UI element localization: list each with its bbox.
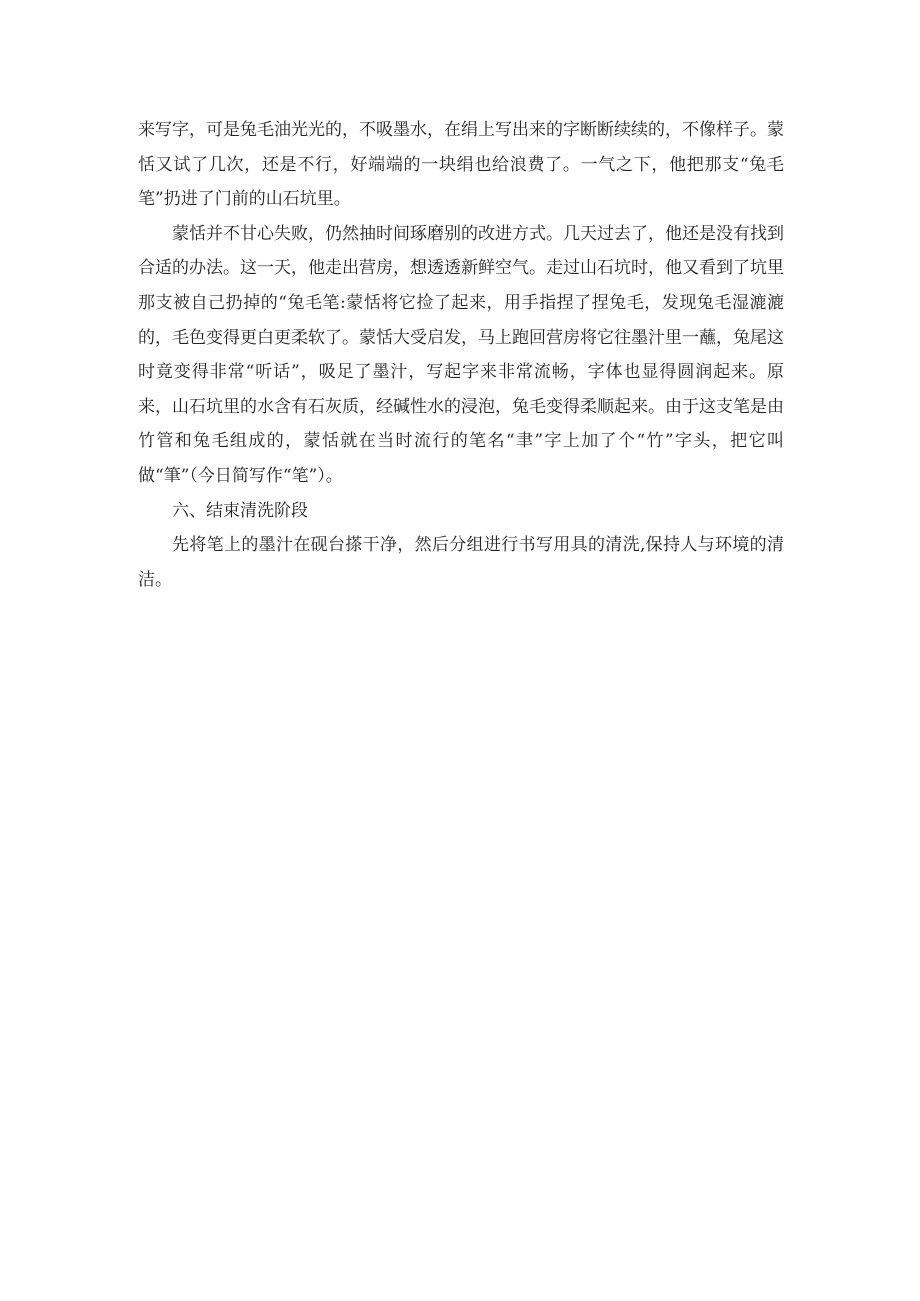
section-heading: 六、结束清洗阶段	[172, 500, 308, 521]
document-page	[138, 113, 784, 597]
paragraph-closing: 先将笔上的墨汁在砚台搽干净，然后分组进行书写用具的清洗,保持人与环境的清洁。	[138, 535, 784, 590]
paragraph-meng-tian-story: 蒙恬并不甘心失败，仍然抽时间琢磨别的改进方式。几天过去了，他还是没有找到合适的办法。这一天，他走出营房，想透透新鲜空气。走过山石坑时，他又看到了坑里那支被自己扔掉的“兔毛笔:蒙恬将它捡了起来，用手指捏了捏兔毛，发现兔毛湿漉漉的，毛色变得更白更柔软了。蒙恬大受启发，马上跑回营房将它往墨汁里一蘸，兔尾这时竟变得非常“听话”，吸足了墨汁，写起字来非常流畅，字体也显得圆润起来。原来，山石坑里的水含有石灰质，经碱性水的浸泡，兔毛变得柔顺起来。由于这支笔是由竹管和兔毛组成的，蒙恬就在当时流行的笔名“聿”字上加了个“竹”字头，把它叫做“筆”（今日简写作“笔”）。	[138, 223, 784, 486]
paragraph-continued: 来写字，可是兔毛油光光的，不吸墨水，在绢上写出来的字断断续续的，不像样子。蒙恬又试了几次，还是不行，好端端的一块绢也给浪费了。一气之下，他把那支“兔毛笔”扔进了门前的山石坑里。	[138, 120, 784, 210]
